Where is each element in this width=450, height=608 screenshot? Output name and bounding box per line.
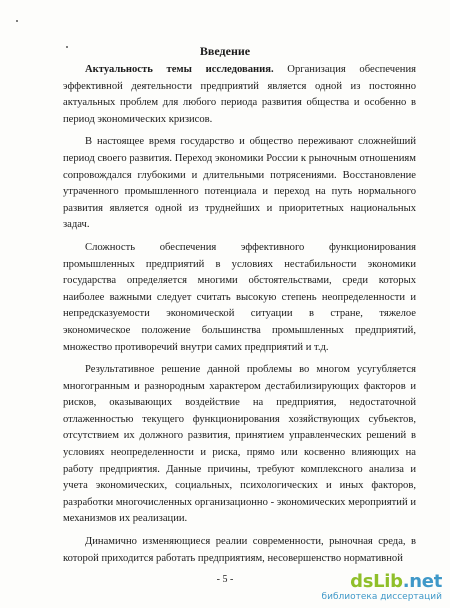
paragraph-text: Динамично изменяющиеся реалии современности, рыночная среда, в которой приходится работать предприятиям, несовершенство нормативной — [63, 536, 416, 564]
paragraph — [63, 134, 416, 234]
page-number: - 5 - — [216, 574, 234, 585]
paragraph-text: Результативное решение данной проблемы во многом усугубляется многогранным и разнородным характером дестабилизирующих факторов и рисков, оказывающих воздействие на предприятия, недостаточной отлаженностью текущего функционирования хозяйствующих субъектов, отсутствием их должного развития, принятием управленческих решений в условиях неопределенности и риска, прямо или косвенно влияющих на работу предприятия. Данные причины, требуют комплексного анализа и учета экономических, социальных, психологических и иных факторов, разработки многочисленных организационно - экономических мероприятий и механизмов их реализации. — [63, 364, 416, 525]
scan-speck — [16, 20, 18, 22]
paragraph — [63, 534, 416, 567]
watermark-logo: dsLib.net — [350, 571, 442, 592]
paragraph-text: Сложность обеспечения эффективного функционирования промышленных предприятий в условиях нестабильности экономики государства определяется многими обстоятельствами, среди которых наиболее важными следует считать высокую степень неопределенности и непредсказуемости экономической ситуации в стране, тяжелое экономическое положение большинства промышленных предприятий, множество противоречий внутри самих предприятий и т.д. — [63, 241, 416, 353]
paragraph — [63, 240, 416, 356]
paragraph — [63, 62, 416, 128]
paragraph-text: Организация обеспечения эффективной деятельности предприятий является одной из постоянно актуальных проблем для любого периода развития общества и особенно в период экономических кризисов. — [63, 64, 416, 125]
paragraph-lead: Актуальность темы исследования. — [85, 64, 274, 75]
document-body — [63, 62, 416, 573]
document-title: Введение — [199, 44, 251, 58]
paragraph — [63, 362, 416, 528]
watermark — [322, 573, 442, 602]
paragraph-text: В настоящее время государство и общество переживают сложнейший период своего развития. Переход экономики России к рыночным отношениям сопровождался глубокими и длительными потрясениями. Восстановление утраченного промышленного потенциала и переход на путь нормального развития является одной из труднейших и приоритетных национальных задач. — [63, 136, 416, 231]
watermark-caption: библиотека диссертаций — [321, 592, 442, 602]
